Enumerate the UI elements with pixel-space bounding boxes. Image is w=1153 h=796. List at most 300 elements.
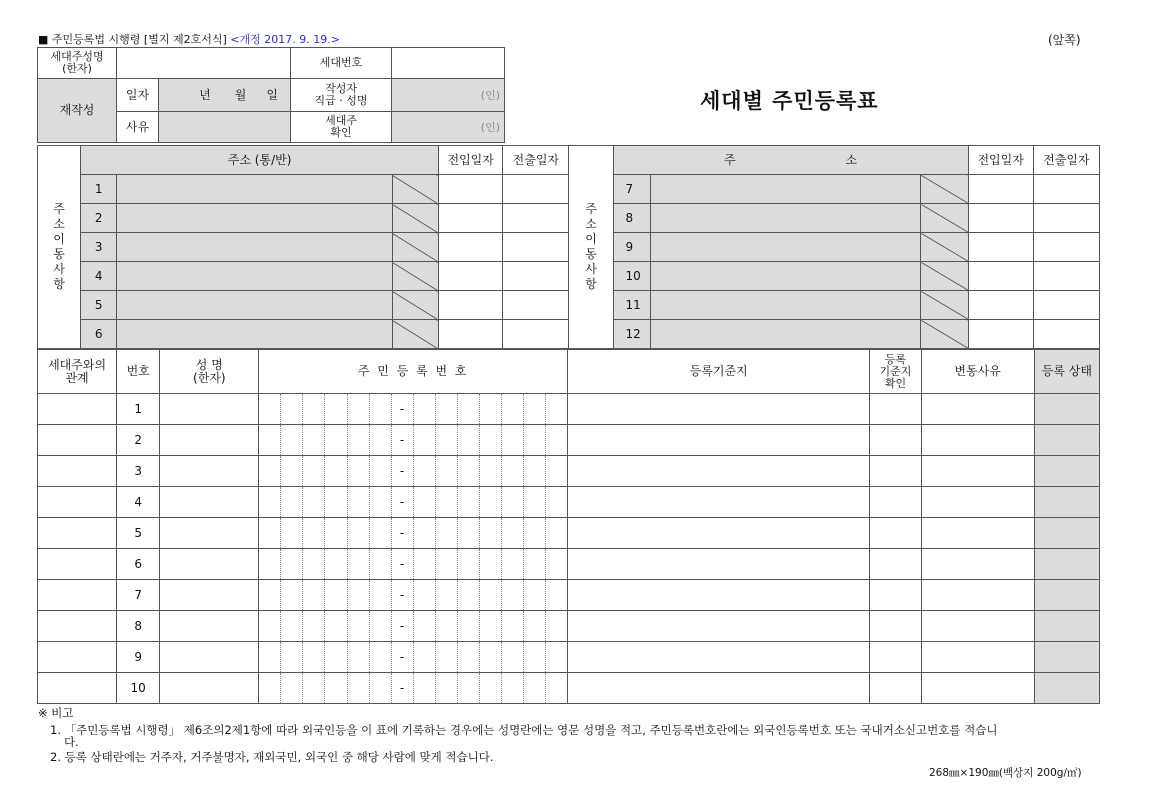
rrn-digit-field[interactable] (369, 549, 391, 580)
head-confirm-seal[interactable]: (인) (392, 112, 505, 143)
rrn-digit-field[interactable] (347, 394, 369, 425)
address-field[interactable] (650, 320, 921, 349)
rrn-digit-field[interactable] (303, 642, 325, 673)
domicile-field[interactable] (567, 487, 870, 518)
rrn-digit-field[interactable] (281, 394, 303, 425)
address-number: 11 (613, 291, 650, 320)
member-row (38, 580, 1100, 611)
rrn-digit-field[interactable] (523, 580, 545, 611)
page-side: (앞쪽) (1048, 33, 1081, 47)
change-reason-field[interactable] (921, 580, 1034, 611)
rrn-digit-field[interactable] (413, 611, 435, 642)
reason-field[interactable] (159, 112, 291, 143)
domicile-field[interactable] (567, 518, 870, 549)
rrn-digit-field[interactable] (457, 425, 479, 456)
change-reason-field[interactable] (921, 394, 1034, 425)
rrn-digit-field[interactable] (435, 580, 457, 611)
rrn-digit-field[interactable] (479, 611, 501, 642)
address-number: 3 (81, 233, 117, 262)
address-field[interactable] (117, 291, 393, 320)
rrn-digit-field[interactable] (325, 394, 347, 425)
status-header: 등록 상태 (1034, 350, 1099, 394)
address-row (38, 175, 1100, 204)
move-in-field[interactable] (439, 262, 503, 291)
rrn-digit-field[interactable] (369, 425, 391, 456)
rrn-digit-field[interactable] (325, 580, 347, 611)
move-in-field[interactable] (439, 233, 503, 262)
rrn-digit-field[interactable] (259, 580, 281, 611)
rrn-digit-field[interactable] (545, 580, 567, 611)
address-field[interactable] (117, 175, 393, 204)
rrn-digit-field[interactable] (259, 518, 281, 549)
rrn-digit-field[interactable] (369, 580, 391, 611)
relation-field[interactable] (38, 425, 117, 456)
rrn-digit-field[interactable] (369, 394, 391, 425)
change-reason-field[interactable] (921, 673, 1034, 704)
rrn-digit-field[interactable] (369, 456, 391, 487)
move-out-field[interactable] (1033, 320, 1099, 349)
name-field[interactable] (160, 673, 259, 704)
rrn-dash: - (391, 518, 413, 549)
rrn-digit-field[interactable] (545, 673, 567, 704)
address-row (38, 233, 1100, 262)
domicile-confirm-field[interactable] (870, 518, 921, 549)
rrn-digit-field[interactable] (457, 456, 479, 487)
rrn-digit-field[interactable] (303, 456, 325, 487)
address-number: 10 (613, 262, 650, 291)
address-number: 12 (613, 320, 650, 349)
rrn-digit-field[interactable] (413, 518, 435, 549)
notes (38, 705, 997, 766)
move-in-header-left: 전입일자 (439, 146, 503, 175)
move-in-field[interactable] (968, 291, 1033, 320)
rrn-digit-field[interactable] (281, 518, 303, 549)
rrn-digit-field[interactable] (369, 673, 391, 704)
rrn-digit-field[interactable] (435, 394, 457, 425)
rrn-digit-field[interactable] (479, 456, 501, 487)
rrn-digit-field[interactable] (347, 580, 369, 611)
rrn-digit-field[interactable] (303, 580, 325, 611)
rrn-digit-field[interactable] (523, 456, 545, 487)
rrn-digit-field[interactable] (325, 673, 347, 704)
rrn-digit-field[interactable] (413, 642, 435, 673)
address-field[interactable] (117, 204, 393, 233)
relation-field[interactable] (38, 673, 117, 704)
name-field[interactable] (160, 394, 259, 425)
rrn-digit-field[interactable] (457, 394, 479, 425)
rrn-digit-field[interactable] (325, 456, 347, 487)
rrn-dash: - (391, 549, 413, 580)
address-field[interactable] (650, 204, 921, 233)
note-1-continued: 다. (64, 735, 79, 749)
rrn-digit-field[interactable] (501, 456, 523, 487)
rrn-digit-field[interactable] (303, 487, 325, 518)
domicile-confirm-field[interactable] (870, 642, 921, 673)
change-reason-field[interactable] (921, 425, 1034, 456)
notes-heading: ※ 비고 (38, 706, 74, 720)
relation-field[interactable] (38, 394, 117, 425)
rrn-digit-field[interactable] (347, 487, 369, 518)
name-field[interactable] (160, 456, 259, 487)
address-row (38, 262, 1100, 291)
tong-ban-cell[interactable] (392, 262, 438, 291)
rrn-digit-field[interactable] (281, 456, 303, 487)
address-number: 8 (613, 204, 650, 233)
status-field[interactable] (1034, 456, 1099, 487)
address-row (38, 291, 1100, 320)
rrn-digit-field[interactable] (545, 394, 567, 425)
rrn-digit-field[interactable] (457, 487, 479, 518)
domicile-field[interactable] (567, 425, 870, 456)
rrn-digit-field[interactable] (545, 425, 567, 456)
rrn-digit-field[interactable] (457, 580, 479, 611)
status-field[interactable] (1034, 425, 1099, 456)
move-out-field[interactable] (503, 320, 569, 349)
rrn-digit-field[interactable] (347, 518, 369, 549)
domicile-field[interactable] (567, 456, 870, 487)
domicile-header: 등록기준지 (567, 350, 870, 394)
rrn-digit-field[interactable] (523, 487, 545, 518)
move-in-field[interactable] (968, 175, 1033, 204)
reason-label: 사유 (117, 112, 159, 143)
rrn-digit-field[interactable] (325, 549, 347, 580)
rrn-digit-field[interactable] (523, 642, 545, 673)
relation-field[interactable] (38, 642, 117, 673)
rrn-digit-field[interactable] (303, 611, 325, 642)
rrn-digit-field[interactable] (457, 611, 479, 642)
relation-field[interactable] (38, 611, 117, 642)
head-name-label: 세대주성명 (한자) (38, 48, 117, 79)
rrn-digit-field[interactable] (413, 425, 435, 456)
domicile-confirm-field[interactable] (870, 394, 921, 425)
move-out-field[interactable] (503, 262, 569, 291)
move-out-field[interactable] (1033, 233, 1099, 262)
name-field[interactable] (160, 580, 259, 611)
paper-size: 268㎜×190㎜(백상지 200g/㎡) (929, 767, 1082, 779)
status-field[interactable] (1034, 580, 1099, 611)
rrn-digit-field[interactable] (545, 611, 567, 642)
rrn-digit-field[interactable] (325, 425, 347, 456)
rrn-digit-field[interactable] (523, 394, 545, 425)
domicile-confirm-field[interactable] (870, 549, 921, 580)
address-header-right: 주 소 (613, 146, 968, 175)
domicile-confirm-field[interactable] (870, 487, 921, 518)
rrn-digit-field[interactable] (259, 549, 281, 580)
name-field[interactable] (160, 518, 259, 549)
change-reason-field[interactable] (921, 518, 1034, 549)
move-out-field[interactable] (503, 291, 569, 320)
domicile-confirm-field[interactable] (870, 673, 921, 704)
status-field[interactable] (1034, 487, 1099, 518)
address-field[interactable] (650, 233, 921, 262)
domicile-confirm-field[interactable] (870, 456, 921, 487)
writer-seal[interactable]: (인) (392, 79, 505, 112)
rrn-digit-field[interactable] (259, 611, 281, 642)
name-field[interactable] (160, 611, 259, 642)
move-out-field[interactable] (503, 175, 569, 204)
name-field[interactable] (160, 549, 259, 580)
note-2: 2. 등록 상태란에는 거주자, 거주불명자, 재외국민, 외국인 중 해당 사람에 맞게 적습니다. (50, 750, 494, 764)
rrn-digit-field[interactable] (479, 425, 501, 456)
rrn-digit-field[interactable] (545, 518, 567, 549)
rrn-digit-field[interactable] (369, 487, 391, 518)
move-in-field[interactable] (968, 204, 1033, 233)
rrn-digit-field[interactable] (457, 549, 479, 580)
rrn-digit-field[interactable] (501, 394, 523, 425)
address-field[interactable] (117, 320, 393, 349)
rrn-digit-field[interactable] (523, 549, 545, 580)
rrn-digit-field[interactable] (281, 642, 303, 673)
domicile-confirm-field[interactable] (870, 611, 921, 642)
revision-note: <개정 2017. 9. 19.> (230, 33, 340, 46)
tong-ban-cell[interactable] (921, 262, 968, 291)
move-in-field[interactable] (439, 291, 503, 320)
tong-ban-cell[interactable] (392, 320, 438, 349)
rrn-digit-field[interactable] (413, 456, 435, 487)
status-field[interactable] (1034, 673, 1099, 704)
rrn-digit-field[interactable] (369, 518, 391, 549)
rrn-digit-field[interactable] (479, 549, 501, 580)
rrn-dash: - (391, 673, 413, 704)
rrn-digit-field[interactable] (501, 487, 523, 518)
rrn-digit-field[interactable] (281, 549, 303, 580)
move-in-field[interactable] (968, 262, 1033, 291)
member-number: 4 (117, 487, 160, 518)
address-field[interactable] (117, 233, 393, 262)
change-reason-field[interactable] (921, 549, 1034, 580)
rrn-digit-field[interactable] (479, 673, 501, 704)
member-row (38, 642, 1100, 673)
address-field[interactable] (650, 262, 921, 291)
rrn-digit-field[interactable] (435, 642, 457, 673)
move-out-field[interactable] (503, 204, 569, 233)
rrn-digit-field[interactable] (281, 425, 303, 456)
domicile-field[interactable] (567, 673, 870, 704)
rrn-dash: - (391, 456, 413, 487)
move-out-header-left: 전출일자 (503, 146, 569, 175)
rrn-digit-field[interactable] (259, 673, 281, 704)
member-number: 2 (117, 425, 160, 456)
relation-field[interactable] (38, 487, 117, 518)
rrn-digit-field[interactable] (479, 580, 501, 611)
rrn-digit-field[interactable] (303, 518, 325, 549)
rrn-digit-field[interactable] (369, 642, 391, 673)
address-side-label-right: 주 소 이 동 사 항 (569, 146, 613, 349)
status-field[interactable] (1034, 394, 1099, 425)
page-title: 세대별 주민등록표 (700, 89, 879, 113)
rrn-dash: - (391, 394, 413, 425)
household-no-field[interactable] (392, 48, 505, 79)
move-out-field[interactable] (1033, 291, 1099, 320)
rrn-digit-field[interactable] (259, 487, 281, 518)
tong-ban-cell[interactable] (392, 175, 438, 204)
status-field[interactable] (1034, 642, 1099, 673)
date-label: 일자 (117, 79, 159, 112)
rrn-dash: - (391, 611, 413, 642)
rrn-digit-field[interactable] (435, 487, 457, 518)
date-field[interactable]: 년 월 일 (159, 79, 291, 112)
tong-ban-cell[interactable] (921, 233, 968, 262)
domicile-field[interactable] (567, 580, 870, 611)
head-name-field[interactable] (117, 48, 291, 79)
rrn-digit-field[interactable] (435, 611, 457, 642)
relation-field[interactable] (38, 456, 117, 487)
rrn-digit-field[interactable] (501, 673, 523, 704)
member-number: 8 (117, 611, 160, 642)
number-header: 번호 (117, 350, 160, 394)
rrn-digit-field[interactable] (259, 394, 281, 425)
rrn-digit-field[interactable] (259, 425, 281, 456)
rrn-digit-field[interactable] (435, 425, 457, 456)
member-row (38, 487, 1100, 518)
rrn-digit-field[interactable] (413, 673, 435, 704)
change-reason-field[interactable] (921, 456, 1034, 487)
rrn-digit-field[interactable] (303, 673, 325, 704)
tong-ban-cell[interactable] (921, 291, 968, 320)
rrn-digit-field[interactable] (479, 487, 501, 518)
move-in-field[interactable] (968, 233, 1033, 262)
tong-ban-cell[interactable] (921, 320, 968, 349)
move-out-header-right: 전출일자 (1033, 146, 1099, 175)
rrn-digit-field[interactable] (501, 642, 523, 673)
rrn-digit-field[interactable] (281, 611, 303, 642)
domicile-confirm-field[interactable] (870, 580, 921, 611)
rrn-digit-field[interactable] (435, 549, 457, 580)
rrn-dash: - (391, 425, 413, 456)
rrn-digit-field[interactable] (501, 611, 523, 642)
status-field[interactable] (1034, 611, 1099, 642)
address-field[interactable] (650, 175, 921, 204)
move-in-field[interactable] (439, 175, 503, 204)
tong-ban-cell[interactable] (921, 175, 968, 204)
rrn-digit-field[interactable] (545, 642, 567, 673)
address-field[interactable] (650, 291, 921, 320)
rrn-digit-field[interactable] (303, 425, 325, 456)
rrn-digit-field[interactable] (479, 394, 501, 425)
name-field[interactable] (160, 642, 259, 673)
rrn-digit-field[interactable] (347, 611, 369, 642)
rrn-digit-field[interactable] (413, 394, 435, 425)
rrn-digit-field[interactable] (545, 456, 567, 487)
rrn-digit-field[interactable] (523, 673, 545, 704)
rrn-digit-field[interactable] (347, 425, 369, 456)
tong-ban-cell[interactable] (392, 233, 438, 262)
rrn-digit-field[interactable] (523, 611, 545, 642)
member-rows (38, 394, 1100, 704)
writer-label: 작성자 직급 · 성명 (291, 79, 392, 112)
rrn-digit-field[interactable] (259, 456, 281, 487)
note-1: 1. 「주민등록법 시행령」 제6조의2제1항에 따라 외국인등을 이 표에 기록하는 경우에는 성명란에는 영문 성명을 적고, 주민등록번호란에는 외국인등록번호 또는 국내거소신고번호를 적습니 (50, 723, 998, 737)
rrn-digit-field[interactable] (523, 518, 545, 549)
rrn-digit-field[interactable] (523, 425, 545, 456)
rrn-digit-field[interactable] (457, 673, 479, 704)
move-out-field[interactable] (1033, 262, 1099, 291)
domicile-confirm-field[interactable] (870, 425, 921, 456)
move-in-field[interactable] (439, 204, 503, 233)
rrn-digit-field[interactable] (413, 580, 435, 611)
move-out-field[interactable] (1033, 204, 1099, 233)
rrn-digit-field[interactable] (325, 487, 347, 518)
rrn-digit-field[interactable] (325, 611, 347, 642)
domicile-field[interactable] (567, 611, 870, 642)
rrn-digit-field[interactable] (281, 580, 303, 611)
change-reason-field[interactable] (921, 487, 1034, 518)
rrn-header: 주 민 등 록 번 호 (259, 350, 568, 394)
move-in-field[interactable] (968, 320, 1033, 349)
tong-ban-cell[interactable] (392, 204, 438, 233)
domicile-field[interactable] (567, 394, 870, 425)
address-row (38, 320, 1100, 349)
relation-field[interactable] (38, 580, 117, 611)
household-no-label: 세대번호 (291, 48, 392, 79)
rrn-digit-field[interactable] (501, 580, 523, 611)
rrn-digit-field[interactable] (457, 518, 479, 549)
rrn-digit-field[interactable] (259, 642, 281, 673)
rrn-digit-field[interactable] (435, 518, 457, 549)
member-row (38, 611, 1100, 642)
status-field[interactable] (1034, 518, 1099, 549)
rrn-digit-field[interactable] (479, 642, 501, 673)
rrn-digit-field[interactable] (303, 549, 325, 580)
change-reason-field[interactable] (921, 642, 1034, 673)
rrn-digit-field[interactable] (435, 673, 457, 704)
rrn-digit-field[interactable] (501, 549, 523, 580)
domicile-confirm-header: 등록 기준지 확인 (870, 350, 921, 394)
rrn-digit-field[interactable] (281, 673, 303, 704)
rrn-digit-field[interactable] (281, 487, 303, 518)
name-field[interactable] (160, 487, 259, 518)
move-out-field[interactable] (1033, 175, 1099, 204)
rrn-digit-field[interactable] (457, 642, 479, 673)
rrn-digit-field[interactable] (479, 518, 501, 549)
address-field[interactable] (117, 262, 393, 291)
rrn-digit-field[interactable] (325, 642, 347, 673)
move-in-field[interactable] (439, 320, 503, 349)
move-out-field[interactable] (503, 233, 569, 262)
change-reason-field[interactable] (921, 611, 1034, 642)
rrn-digit-field[interactable] (501, 425, 523, 456)
move-in-header-right: 전입일자 (968, 146, 1033, 175)
rrn-digit-field[interactable] (545, 549, 567, 580)
domicile-field[interactable] (567, 549, 870, 580)
rrn-digit-field[interactable] (347, 549, 369, 580)
rrn-digit-field[interactable] (545, 487, 567, 518)
domicile-field[interactable] (567, 642, 870, 673)
tong-ban-cell[interactable] (921, 204, 968, 233)
member-number: 7 (117, 580, 160, 611)
rrn-digit-field[interactable] (347, 456, 369, 487)
rrn-digit-field[interactable] (413, 487, 435, 518)
status-field[interactable] (1034, 549, 1099, 580)
rrn-digit-field[interactable] (347, 642, 369, 673)
rrn-digit-field[interactable] (369, 611, 391, 642)
rrn-digit-field[interactable] (325, 518, 347, 549)
header-bullet: ■ (38, 33, 49, 46)
rrn-dash: - (391, 642, 413, 673)
rrn-digit-field[interactable] (347, 673, 369, 704)
rrn-digit-field[interactable] (435, 456, 457, 487)
name-field[interactable] (160, 425, 259, 456)
relation-field[interactable] (38, 518, 117, 549)
rrn-digit-field[interactable] (413, 549, 435, 580)
tong-ban-cell[interactable] (392, 291, 438, 320)
head-confirm-label: 세대주 확인 (291, 112, 392, 143)
rrn-digit-field[interactable] (303, 394, 325, 425)
relation-field[interactable] (38, 549, 117, 580)
address-side-label-left: 주 소 이 동 사 항 (38, 146, 81, 349)
rrn-digit-field[interactable] (501, 518, 523, 549)
address-header-left: 주소 (통/반) (81, 146, 439, 175)
